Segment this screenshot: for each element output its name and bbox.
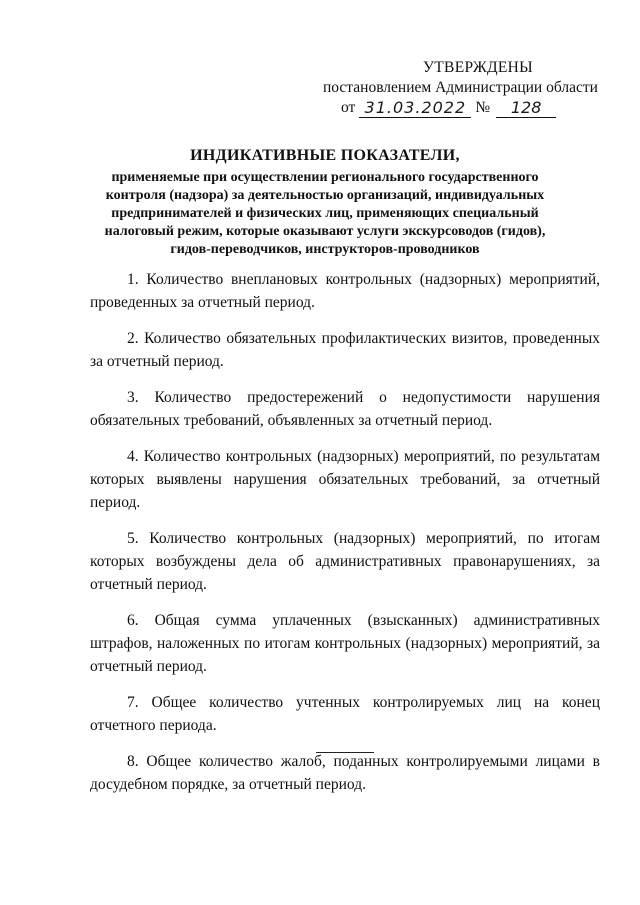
approval-details bbox=[318, 98, 608, 118]
heading-title: ИНДИКАТИВНЫЕ ПОКАЗАТЕЛИ, bbox=[190, 147, 460, 164]
list-item: 7. Общее количество учтенных контролируемых лиц на конец отчетного периода. bbox=[90, 694, 600, 734]
approval-authority: постановлением Администрации области bbox=[323, 79, 598, 96]
approval-block bbox=[318, 58, 608, 118]
approval-number: 128 bbox=[496, 99, 556, 118]
approval-date: 31.03.2022 bbox=[359, 99, 471, 118]
list-item: 4. Количество контрольных (надзорных) мероприятий, по результатам которых выявлены нарушения обязательных требований, за отчетный период. bbox=[90, 448, 600, 511]
list-item: 5. Количество контрольных (надзорных) мероприятий, по итогам которых возбуждены дела об административных правонарушениях, за отчетный период. bbox=[90, 530, 600, 593]
document-heading bbox=[90, 145, 560, 259]
end-divider bbox=[316, 752, 374, 753]
list-item: 6. Общая сумма уплаченных (взысканных) административных штрафов, наложенных по итогам контрольных (надзорных) мероприятий, за отчетный период. bbox=[90, 612, 600, 675]
number-label: № bbox=[475, 99, 491, 116]
heading-subtitle: применяемые при осуществлении регионального государственного контроля (надзора) за деятельностью организаций, индивидуальных предпринимателей и физических лиц, применяющих специальный налоговый режим, которые оказывают услуги экскурсоводов (гидов), гидов-переводчиков, инструкторов-проводников bbox=[104, 170, 546, 257]
list-item: 3. Количество предостережений о недопустимости нарушения обязательных требований, объявленных за отчетный период. bbox=[90, 389, 600, 429]
list-item: 1. Количество внеплановых контрольных (надзорных) мероприятий, проведенных за отчетный период. bbox=[90, 271, 600, 311]
indicator-list bbox=[90, 268, 600, 809]
from-label: от bbox=[341, 99, 356, 116]
list-item: 2. Количество обязательных профилактических визитов, проведенных за отчетный период. bbox=[90, 330, 600, 370]
approval-title: УТВЕРЖДЕНЫ bbox=[423, 59, 533, 76]
list-item: 8. Общее количество жалоб, поданных контролируемыми лицами в досудебном порядке, за отчетный период. bbox=[90, 753, 600, 793]
